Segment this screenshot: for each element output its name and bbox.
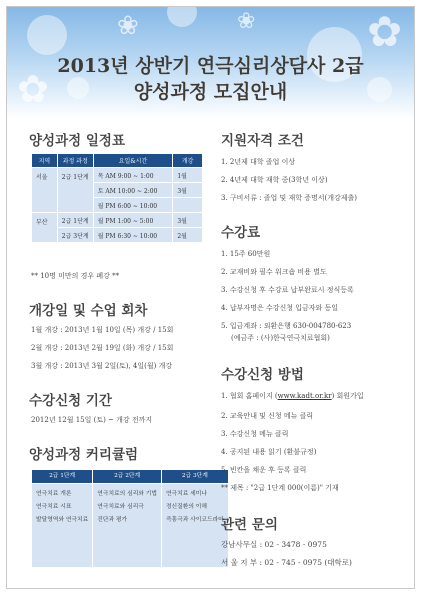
time-cell: 월 PM 6:30 ~ 10:00 xyxy=(93,228,173,243)
apply-item: 2. 교육안내 및 신청 메뉴 클릭 xyxy=(221,412,314,420)
start-cell xyxy=(173,198,203,213)
col-header-course: 과정 과정 xyxy=(57,154,93,168)
period-line: 2012년 12월 15일 (토) ~ 개강 전까지 xyxy=(31,416,153,424)
table-row xyxy=(32,213,203,228)
opening-heading: 개강일 및 수업 회차 xyxy=(29,303,148,319)
apply-item: 4. 공지된 내용 읽기 (환불규정) xyxy=(221,448,317,456)
poster xyxy=(6,6,415,589)
curriculum-item: 진단과 평가 xyxy=(97,517,128,523)
flower-decoration-icon: ✿ xyxy=(367,7,403,56)
curriculum-item: 연극치료의 심리와 기법 xyxy=(97,491,157,497)
start-cell: 1월 xyxy=(173,168,203,183)
region-cell: 서울 xyxy=(32,168,58,213)
curriculum-item: 연극치료 세미나 xyxy=(165,491,207,497)
time-cell: 토 AM 10:00 ~ 2:00 xyxy=(93,183,173,198)
curriculum-item: 즉흥극과 사이코드라마 xyxy=(165,517,224,523)
qualification-item: 2. 4년제 대학 재학 중(3학년 이상) xyxy=(221,176,328,184)
start-cell: 3월 xyxy=(173,213,203,228)
page-title-line2: 양성과정 모집안내 xyxy=(133,81,288,103)
schedule-heading: 양성과정 일정표 xyxy=(29,133,125,149)
fee-heading: 수강료 xyxy=(221,225,261,241)
page-title-line1: 2013년 상반기 연극심리상담사 2급 xyxy=(57,55,364,77)
curriculum-item: 연극치료 개론 xyxy=(36,491,72,497)
flower-decoration-icon: ❀ xyxy=(237,9,256,34)
curriculum-cell xyxy=(161,484,228,568)
schedule-note: ** 10명 미만의 경우 폐강 ** xyxy=(31,272,120,280)
col-header-region: 지역 xyxy=(32,154,58,168)
qualification-item: 3. 구비서류 : 졸업 및 재학 증명서(개강제출) xyxy=(221,194,358,202)
curriculum-header-row xyxy=(32,470,229,484)
fee-item: 5. 입금계좌 : 외환은행 630-004780-623 xyxy=(221,322,352,330)
curriculum-cell xyxy=(32,484,93,568)
qualification-heading: 지원자격 조건 xyxy=(221,133,304,149)
contact-line: 강남사무실 : 02 - 3478 - 0975 xyxy=(221,540,327,549)
curriculum-cell xyxy=(93,484,162,568)
apply-item: 5. 빈칸을 채운 후 등록 클릭 xyxy=(221,466,307,474)
period-heading: 수강신청 기간 xyxy=(29,393,112,409)
region-cell: 부산 xyxy=(32,213,58,243)
apply-heading: 수강신청 방법 xyxy=(221,367,304,383)
apply-item: 3. 수강신청 메뉴 클릭 xyxy=(221,430,289,438)
curriculum-col-header: 2급 3단계 xyxy=(161,470,228,484)
flower-decoration-icon: ✿ xyxy=(17,67,49,111)
curriculum-item: 연극치료와 심리극 xyxy=(97,504,144,510)
qualification-item: 1. 2년제 대학 졸업 이상 xyxy=(221,158,296,166)
time-cell: 월 PM 1:00 ~ 5:00 xyxy=(93,213,173,228)
start-cell: 2월 xyxy=(173,228,203,243)
course-cell: 2급 3단계 xyxy=(57,228,93,243)
curriculum-item: 연극치료 시표 xyxy=(36,504,72,510)
start-cell: 3월 xyxy=(173,183,203,198)
schedule-header-row xyxy=(32,154,203,168)
apply-item-text: 1. 협회 홈페이지 ( xyxy=(221,392,278,400)
apply-item: ** 제목 : "2급 1단계 000(이름)" 기재 xyxy=(221,484,339,492)
time-cell: 목 AM 9:00 ~ 1:00 xyxy=(93,168,173,183)
curriculum-col-header: 2급 2단계 xyxy=(93,470,162,484)
course-cell: 2급 1단계 xyxy=(57,168,93,213)
opening-line: 2월 개강 : 2013년 2월 19일 (화) 개강 / 15회 xyxy=(31,344,174,352)
curriculum-item: 정신질환의 이해 xyxy=(165,504,207,510)
opening-line: 3월 개강 : 2013년 3월 2일(토), 4일(월) 개강 xyxy=(31,362,173,370)
col-header-time: 요일&시간 xyxy=(93,154,173,168)
opening-line: 1월 개강 : 2013년 1월 10일 (목) 개강 / 15회 xyxy=(31,326,174,334)
time-cell: 월 PM 6:00 ~ 10:00 xyxy=(93,198,173,213)
table-row xyxy=(32,228,203,243)
table-row xyxy=(32,168,203,183)
course-cell: 2급 1단계 xyxy=(57,213,93,228)
fee-item: (예금주 : (사)한국연극치료협회) xyxy=(231,334,330,342)
col-header-start: 개강 xyxy=(173,154,203,168)
curriculum-item: 발달영역와 연극치료 xyxy=(36,517,89,523)
curriculum-col-header: 2급 1단계 xyxy=(32,470,93,484)
table-row xyxy=(32,484,229,568)
contact-line: 서 울 지 부 : 02 - 745 - 0975 (대학로) xyxy=(221,558,352,567)
flower-decoration-icon: ❀ xyxy=(117,11,139,41)
fee-item: 3. 수강신청 후 수강료 납부완료시 정식등록 xyxy=(221,286,354,294)
fee-item: 1. 15주 60만원 xyxy=(221,250,271,258)
fee-item: 2. 교재비와 필수 워크숍 비용 별도 xyxy=(221,268,327,276)
schedule-table xyxy=(31,153,203,243)
curriculum-heading: 양성과정 커리큘럼 xyxy=(29,447,139,463)
contact-heading: 관련 문의 xyxy=(221,517,278,533)
apply-item-text: ) 회원가입 xyxy=(331,392,364,400)
apply-item xyxy=(221,391,364,401)
curriculum-table xyxy=(31,469,229,568)
homepage-link[interactable]: www.kadt.or.kr xyxy=(277,392,332,400)
fee-item: 4. 납부자명은 수강신청 입금자와 동일 xyxy=(221,304,339,312)
